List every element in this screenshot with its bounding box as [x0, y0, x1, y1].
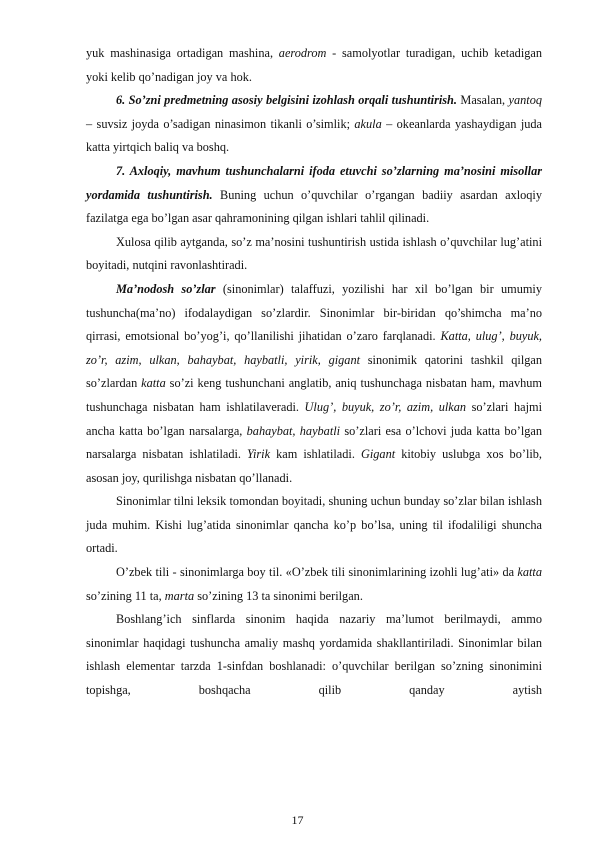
paragraph	[86, 42, 542, 89]
italic-term: katta	[141, 376, 166, 391]
text-run: kitobiy uslubga xos bo’lib, asosan joy, qurilishga nisbatan qo’llanadi.	[86, 447, 542, 485]
italic-term: aerodrom	[278, 46, 327, 60]
page-body	[86, 42, 542, 703]
italic-term: Katta, ulug’, buyuk, zo’r, azim, ulkan, bahaybat, haybatli, yirik, gigant	[86, 329, 542, 367]
paragraph	[86, 89, 542, 160]
paragraph	[86, 490, 542, 561]
text-run: Boshlang’ich sinflarda sinonim haqida nazariy ma’lumot berilmaydi, ammo sinonimlar haqidagi tushuncha amaliy mashq yordamida shakllantiriladi. Sinonimlar bilan ishlash elementar tarzda 1-sinfdan boshlanadi: o’quvchilar berilgan so’zning sinonimini topishga, boshqacha qilib qanday aytish	[86, 612, 542, 698]
text-run: so’zlari esa o’lchovi juda katta bo’lgan narsalarga nisbatan ishlatiladi.	[86, 423, 542, 462]
italic-term: katta	[517, 565, 542, 580]
italic-term: marta	[164, 588, 195, 603]
text-run: sinonimik qatorini tashkil qilgan so’zlardan	[86, 352, 543, 391]
text-run: (sinonimlar) talaffuzi, yozilishi har xil bo’lgan bir umumiy tushuncha(ma’no) ifodalaydigan so’zlardir. Sinonimlar bir-biridan qo’shimcha ma’no qirrasi, emotsional bo’yog’i, qo’llanilishi jihatidan o’zaro farqlanadi.	[86, 281, 542, 344]
italic-term: akula	[354, 116, 382, 131]
paragraph	[86, 278, 542, 490]
italic-term: bahaybat, haybatli	[246, 423, 341, 438]
italic-term: Ulug’, buyuk, zo’r, azim, ulkan	[304, 399, 467, 414]
text-run: kam ishlatiladi.	[270, 447, 361, 462]
text-run: O’zbek tili - sinonimlarga boy til. «O’zbek tili sinonimlarining izohli lug’ati» da	[116, 565, 518, 580]
text-run: – okeanlarda yashaydigan juda katta yirtqich baliq va boshq.	[86, 116, 542, 155]
text-run: - samolyotlar turadigan, uchib ketadigan yoki kelib qo’nadigan joy va hok.	[86, 46, 542, 84]
bold-italic-text: 7. Axloqiy, mavhum tushunchalarni ifoda etuvchi so’zlarning ma’nosini misollar yordamida tushuntirish.	[86, 163, 542, 202]
italic-term: yantoq	[508, 93, 542, 108]
text-run: so’zining 11 ta,	[86, 588, 165, 603]
text-run: – suvsiz joyda o’sadigan ninasimon tikanli o’simlik;	[86, 116, 355, 131]
text-run: yuk mashinasiga ortadigan mashina,	[86, 46, 279, 60]
paragraph	[86, 561, 542, 608]
text-run: so’zi keng tushunchani anglatib, aniq tushunchaga nisbatan ham, mavhum tushunchaga nisbatan ham ishlatilaveradi.	[86, 376, 542, 414]
text-run: Masalan,	[456, 93, 509, 108]
bold-italic-text: 6. So’zni predmetning asosiy belgisini izohlash orqali tushuntirish.	[116, 93, 457, 108]
text-run: Buning uchun o’quvchilar o’rgangan badiiy asardan axloqiy fazilatga ega bo’lgan asar qahramonining qilgan ishlari tahlil qilinadi.	[86, 187, 542, 226]
paragraph	[86, 231, 542, 278]
text-run: so’zining 13 ta sinonimi berilgan.	[194, 588, 363, 603]
paragraph	[86, 608, 542, 702]
text-run: Sinonimlar tilni leksik tomondan boyitadi, shuning uchun bunday so’zlar bilan ishlash juda muhim. Kishi lug’atida sinonimlar qancha ko’p bo’lsa, uning til ifodaliligi shuncha ortadi.	[86, 494, 542, 556]
italic-term: Gigant	[360, 447, 396, 462]
text-run: Xulosa qilib aytganda, so’z ma’nosini tushuntirish ustida ishlash o’quvchilar lug’atini boyitadi, nutqini ravonlashtiradi.	[86, 234, 542, 273]
bold-italic-text: Ma’nodosh so’zlar	[116, 281, 216, 296]
text-run: so’zlari hajmi ancha katta bo’lgan narsalarga,	[86, 399, 542, 438]
page-number: 17	[291, 813, 304, 827]
paragraph	[86, 160, 542, 231]
italic-term: Yirik	[247, 447, 271, 462]
